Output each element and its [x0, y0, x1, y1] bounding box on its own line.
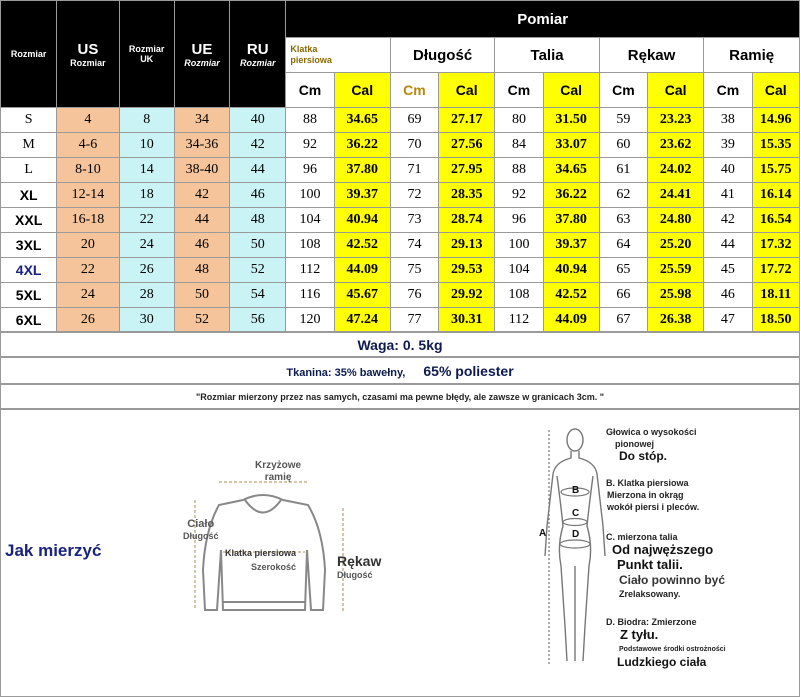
fabric-polyester: 65% poliester — [423, 363, 514, 379]
cm-value-cell: 62 — [599, 183, 647, 208]
note-b-3: wokół piersi i pleców. — [607, 502, 700, 512]
us-size-cell: 4 — [57, 108, 119, 133]
group-talia: Talia — [495, 38, 599, 73]
cm-value-cell: 64 — [599, 233, 647, 258]
cm-value-cell: 100 — [495, 233, 543, 258]
ue-size-cell: 44 — [174, 208, 229, 233]
cm-value-cell: 120 — [286, 308, 334, 333]
inch-value-cell: 25.59 — [648, 258, 704, 283]
inch-value-cell: 42.52 — [334, 233, 390, 258]
cm-value-cell: 112 — [495, 308, 543, 333]
table-row — [1, 258, 800, 283]
unit-cm: Cm — [390, 73, 438, 108]
ue-size-cell: 50 — [174, 283, 229, 308]
unit-cal: Cal — [543, 73, 599, 108]
inch-value-cell: 39.37 — [334, 183, 390, 208]
inch-value-cell: 39.37 — [543, 233, 599, 258]
inch-value-cell: 44.09 — [543, 308, 599, 333]
cm-value-cell: 92 — [495, 183, 543, 208]
header-ue: UE Rozmiar — [174, 1, 229, 108]
table-row — [1, 108, 800, 133]
inch-value-cell: 27.56 — [439, 133, 495, 158]
cm-value-cell: 67 — [599, 308, 647, 333]
ru-size-cell: 44 — [230, 158, 286, 183]
table-row — [1, 233, 800, 258]
cm-value-cell: 108 — [495, 283, 543, 308]
cm-value-cell: 100 — [286, 183, 334, 208]
cm-value-cell: 104 — [495, 258, 543, 283]
ru-size-cell: 54 — [230, 283, 286, 308]
inch-value-cell: 30.31 — [439, 308, 495, 333]
inch-value-cell: 18.11 — [752, 283, 799, 308]
group-klatka: Klatka piersiowa — [286, 38, 390, 73]
note-b-2: Mierzona in okrąg — [607, 490, 684, 500]
inch-value-cell: 34.65 — [334, 108, 390, 133]
note-a-2: pionowej — [615, 439, 654, 449]
inch-value-cell: 40.94 — [334, 208, 390, 233]
size-cell: L — [1, 158, 57, 183]
unit-cm: Cm — [495, 73, 543, 108]
inch-value-cell: 14.96 — [752, 108, 799, 133]
body-length-label: Ciało Długość — [183, 518, 219, 541]
cm-value-cell: 77 — [390, 308, 438, 333]
cm-value-cell: 40 — [704, 158, 752, 183]
uk-size-cell: 28 — [119, 283, 174, 308]
sleeve-sub-label: Długość — [337, 570, 373, 580]
table-row — [1, 183, 800, 208]
cm-value-cell: 96 — [286, 158, 334, 183]
cm-value-cell: 66 — [599, 283, 647, 308]
header-ru: RU Rozmiar — [230, 1, 286, 108]
ru-size-cell: 52 — [230, 258, 286, 283]
unit-cal: Cal — [439, 73, 495, 108]
uk-size-cell: 30 — [119, 308, 174, 333]
inch-value-cell: 26.38 — [648, 308, 704, 333]
inch-value-cell: 36.22 — [334, 133, 390, 158]
fabric-cotton: Tkanina: 35% bawełny, — [286, 367, 406, 379]
note-b-1: B. Klatka piersiowa — [606, 478, 689, 488]
cm-value-cell: 88 — [495, 158, 543, 183]
ru-size-cell: 40 — [230, 108, 286, 133]
ue-size-cell: 46 — [174, 233, 229, 258]
group-ramie: Ramię — [704, 38, 800, 73]
inch-value-cell: 17.72 — [752, 258, 799, 283]
cm-value-cell: 47 — [704, 308, 752, 333]
us-size-cell: 4-6 — [57, 133, 119, 158]
header-pomiar: Pomiar — [286, 1, 800, 38]
inch-value-cell: 45.67 — [334, 283, 390, 308]
us-size-cell: 22 — [57, 258, 119, 283]
note-d-4: Ludzkiego ciała — [617, 655, 707, 669]
table-row — [1, 283, 800, 308]
uk-size-cell: 8 — [119, 108, 174, 133]
note-d-3: Podstawowe środki ostrożności — [619, 646, 726, 653]
ue-size-cell: 34-36 — [174, 133, 229, 158]
uk-size-cell: 22 — [119, 208, 174, 233]
group-dlugosc: Długość — [390, 38, 494, 73]
cm-value-cell: 108 — [286, 233, 334, 258]
cm-value-cell: 59 — [599, 108, 647, 133]
ru-size-cell: 56 — [230, 308, 286, 333]
table-row — [1, 158, 800, 183]
cm-value-cell: 92 — [286, 133, 334, 158]
note-c-4: Ciało powinno być — [619, 573, 726, 587]
cm-value-cell: 84 — [495, 133, 543, 158]
inch-value-cell: 29.53 — [439, 258, 495, 283]
inch-value-cell: 44.09 — [334, 258, 390, 283]
width-label: Szerokość — [251, 562, 297, 572]
inch-value-cell: 16.54 — [752, 208, 799, 233]
inch-value-cell: 24.02 — [648, 158, 704, 183]
inch-value-cell: 37.80 — [543, 208, 599, 233]
inch-value-cell: 18.50 — [752, 308, 799, 333]
note-c-1: C. mierzona talia — [606, 532, 678, 542]
cm-value-cell: 112 — [286, 258, 334, 283]
uk-size-cell: 18 — [119, 183, 174, 208]
unit-cal: Cal — [648, 73, 704, 108]
ue-size-cell: 48 — [174, 258, 229, 283]
ru-size-cell: 42 — [230, 133, 286, 158]
note-c-3: Punkt talii. — [617, 557, 683, 572]
cm-value-cell: 44 — [704, 233, 752, 258]
cm-value-cell: 76 — [390, 283, 438, 308]
inch-value-cell: 15.35 — [752, 133, 799, 158]
table-row — [1, 133, 800, 158]
inch-value-cell: 28.74 — [439, 208, 495, 233]
table-row — [1, 208, 800, 233]
inch-value-cell: 34.65 — [543, 158, 599, 183]
inch-value-cell: 42.52 — [543, 283, 599, 308]
cm-value-cell: 69 — [390, 108, 438, 133]
cm-value-cell: 80 — [495, 108, 543, 133]
unit-cm: Cm — [599, 73, 647, 108]
ue-size-cell: 42 — [174, 183, 229, 208]
size-cell: S — [1, 108, 57, 133]
cm-value-cell: 46 — [704, 283, 752, 308]
cm-value-cell: 104 — [286, 208, 334, 233]
cm-value-cell: 41 — [704, 183, 752, 208]
mark-d: D — [572, 529, 580, 540]
size-cell: XL — [1, 183, 57, 208]
inch-value-cell: 37.80 — [334, 158, 390, 183]
inch-value-cell: 33.07 — [543, 133, 599, 158]
note-a-3: Do stóp. — [619, 449, 667, 463]
cm-value-cell: 63 — [599, 208, 647, 233]
inch-value-cell: 25.20 — [648, 233, 704, 258]
fabric-info — [0, 357, 800, 384]
cm-value-cell: 88 — [286, 108, 334, 133]
cm-value-cell: 61 — [599, 158, 647, 183]
size-table — [0, 0, 800, 333]
cm-value-cell: 70 — [390, 133, 438, 158]
ru-size-cell: 50 — [230, 233, 286, 258]
inch-value-cell: 17.32 — [752, 233, 799, 258]
header-us: US Rozmiar — [57, 1, 119, 108]
uk-size-cell: 24 — [119, 233, 174, 258]
us-size-cell: 26 — [57, 308, 119, 333]
inch-value-cell: 29.92 — [439, 283, 495, 308]
ue-size-cell: 38-40 — [174, 158, 229, 183]
us-size-cell: 24 — [57, 283, 119, 308]
size-cell: 4XL — [1, 258, 57, 283]
mark-c: C — [572, 508, 580, 519]
measurement-note: "Rozmiar mierzony przez nas samych, czasami ma pewne błędy, ale zawsze w granicach 3cm. " — [0, 384, 800, 409]
cross-shoulder-label: Krzyżowe ramię — [255, 460, 302, 483]
cm-value-cell: 72 — [390, 183, 438, 208]
ue-size-cell: 34 — [174, 108, 229, 133]
cm-value-cell: 38 — [704, 108, 752, 133]
ru-size-cell: 46 — [230, 183, 286, 208]
inch-value-cell: 36.22 — [543, 183, 599, 208]
uk-size-cell: 10 — [119, 133, 174, 158]
size-cell: 6XL — [1, 308, 57, 333]
note-c-5: Zrelaksowany. — [619, 589, 681, 599]
cm-value-cell: 74 — [390, 233, 438, 258]
size-cell: 5XL — [1, 283, 57, 308]
note-d-2: Z tyłu. — [620, 627, 659, 642]
how-to-measure — [0, 409, 800, 697]
cm-value-cell: 96 — [495, 208, 543, 233]
ue-size-cell: 52 — [174, 308, 229, 333]
inch-value-cell: 16.14 — [752, 183, 799, 208]
mark-b: B — [572, 485, 580, 496]
note-d-1: D. Biodra: Zmierzone — [606, 617, 697, 627]
inch-value-cell: 40.94 — [543, 258, 599, 283]
sleeve-label: Rękaw — [337, 553, 382, 569]
mark-a: A — [539, 528, 547, 539]
unit-cm: Cm — [286, 73, 334, 108]
inch-value-cell: 28.35 — [439, 183, 495, 208]
size-cell: M — [1, 133, 57, 158]
inch-value-cell: 24.41 — [648, 183, 704, 208]
header-rozmiar: Rozmiar — [1, 1, 57, 108]
inch-value-cell: 23.23 — [648, 108, 704, 133]
unit-cm: Cm — [704, 73, 752, 108]
inch-value-cell: 27.17 — [439, 108, 495, 133]
cm-value-cell: 71 — [390, 158, 438, 183]
ru-size-cell: 48 — [230, 208, 286, 233]
body-figure-illustration — [541, 426, 611, 676]
cm-value-cell: 73 — [390, 208, 438, 233]
us-size-cell: 12-14 — [57, 183, 119, 208]
weight-info: Waga: 0. 5kg — [0, 331, 800, 357]
cm-value-cell: 65 — [599, 258, 647, 283]
us-size-cell: 16-18 — [57, 208, 119, 233]
inch-value-cell: 29.13 — [439, 233, 495, 258]
cm-value-cell: 39 — [704, 133, 752, 158]
sweater-illustration — [183, 470, 353, 620]
note-a-1: Głowica o wysokości — [606, 427, 697, 437]
size-cell: 3XL — [1, 233, 57, 258]
how-to-title: Jak mierzyć — [5, 541, 102, 560]
uk-size-cell: 26 — [119, 258, 174, 283]
inch-value-cell: 23.62 — [648, 133, 704, 158]
cm-value-cell: 42 — [704, 208, 752, 233]
table-body — [1, 108, 800, 333]
cm-value-cell: 75 — [390, 258, 438, 283]
inch-value-cell: 31.50 — [543, 108, 599, 133]
uk-size-cell: 14 — [119, 158, 174, 183]
cm-value-cell: 60 — [599, 133, 647, 158]
header-uk: Rozmiar UK — [119, 1, 174, 108]
chest-label: Klatka piersiowa — [225, 548, 297, 558]
size-cell: XXL — [1, 208, 57, 233]
inch-value-cell: 27.95 — [439, 158, 495, 183]
table-row — [1, 308, 800, 333]
inch-value-cell: 24.80 — [648, 208, 704, 233]
cm-value-cell: 116 — [286, 283, 334, 308]
unit-cal: Cal — [752, 73, 799, 108]
us-size-cell: 20 — [57, 233, 119, 258]
group-rekaw: Rękaw — [599, 38, 703, 73]
inch-value-cell: 15.75 — [752, 158, 799, 183]
unit-cal: Cal — [334, 73, 390, 108]
cm-value-cell: 45 — [704, 258, 752, 283]
note-c-2: Od najwęższego — [612, 542, 714, 557]
inch-value-cell: 47.24 — [334, 308, 390, 333]
us-size-cell: 8-10 — [57, 158, 119, 183]
inch-value-cell: 25.98 — [648, 283, 704, 308]
